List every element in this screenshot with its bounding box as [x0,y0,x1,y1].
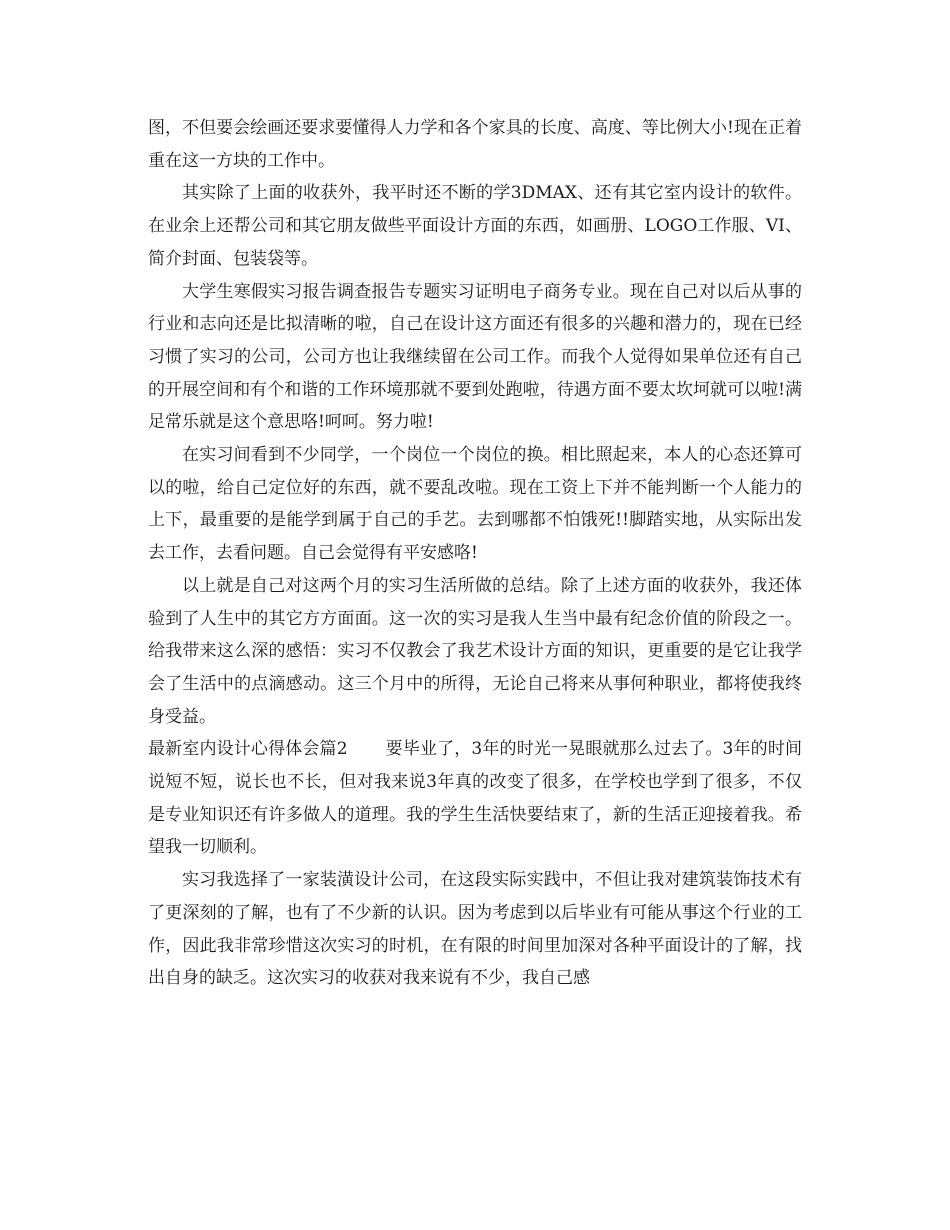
paragraph: 图，不但要会绘画还要求要懂得人力学和各个家具的长度、高度、等比例大小!现在正着重在这一方块的工作中。 [148,118,802,171]
paragraph: 以上就是自己对这两个月的实习生活所做的总结。除了上述方面的收获外，我还体验到了人生中的其它方方面面。这一次的实习是我人生当中最有纪念价值的阶段之一。给我带来这么深的感悟：实习不仅教会了我艺术设计方面的知识，更重要的是它让我学会了生活中的点滴感动。这三个月中的所得，无论自己将来从事何种职业，都将使我终身受益。 [148,575,802,727]
section-block [148,733,802,864]
section-first-paragraph: 要毕业了，3年的时光一晃眼就那么过去了。3年的时间说短不短，说长也不长，但对我来说3年真的改变了很多，在学校也学到了很多，不仅是专业知识还有许多做人的道理。我的学生生活快要结束了，新的生活正迎接着我。希望我一切顺利。 [148,739,802,858]
document-body [148,112,802,995]
section-heading: 最新室内设计心得体会篇2 [148,739,348,760]
paragraph: 在实习间看到不少同学，一个岗位一个岗位的换。相比照起来，本人的心态还算可以的啦，给自己定位好的东西，就不要乱改啦。现在工资上下并不能判断一个人能力的上下，最重要的是能学到属于自己的手艺。去到哪都不怕饿死!!脚踏实地，从实际出发去工作，去看问题。自己会觉得有平安感咯! [148,445,802,564]
paragraph: 大学生寒假实习报告调查报告专题实习证明电子商务专业。现在自己对以后从事的行业和志向还是比拟清晰的啦，自己在设计这方面还有很多的兴趣和潜力的，现在已经习惯了实习的公司，公司方也让我继续留在公司工作。而我个人觉得如果单位还有自己的开展空间和有个和谐的工作环境那就不要到处跑啦，待遇方面不要太坎坷就可以啦!满足常乐就是这个意思咯!呵呵。努力啦! [148,281,802,433]
paragraph: 实习我选择了一家装潢设计公司，在这段实际实践中，不但让我对建筑装饰技术有了更深刻的了解，也有了不少新的认识。因为考虑到以后毕业有可能从事这个行业的工作，因此我非常珍惜这次实习的时机，在有限的时间里加深对各种平面设计的了解，找出自身的缺乏。这次实习的收获对我来说有不少，我自己感 [148,870,802,989]
paragraph: 其实除了上面的收获外，我平时还不断的学3DMAX、还有其它室内设计的软件。在业余上还帮公司和其它朋友做些平面设计方面的东西，如画册、LOGO工作服、VI、简介封面、包装袋等。 [148,183,802,269]
